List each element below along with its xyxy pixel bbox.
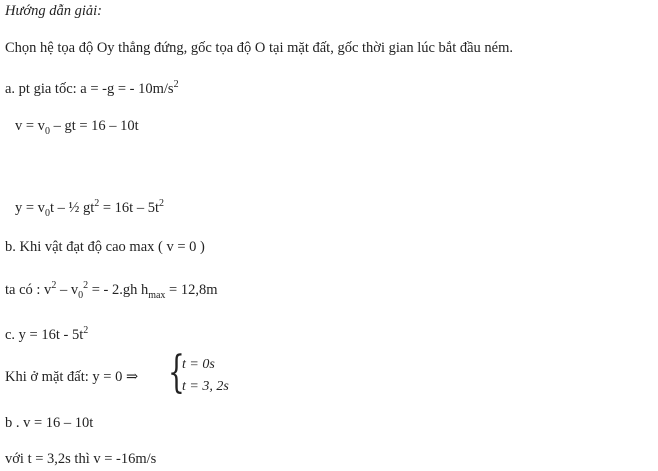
max-height-sub-2: max [148,290,166,301]
max-height-text-a: ta có : v [5,282,52,298]
time-solution-2: t = 3, 2s [182,379,229,394]
position-subscript: 0 [44,208,50,219]
acceleration-exponent: 2 [173,79,179,90]
max-height-exp-2: 2 [83,280,89,291]
left-brace: { [168,347,185,398]
max-height-equation [5,281,218,299]
solution-title: Hướng dẫn giải: [5,3,103,19]
velocity-recall: b . v = 16 – 10t [5,415,94,431]
velocity-subscript: 0 [44,126,50,137]
position-exponent-1: 2 [94,198,100,209]
position-text-b: t – ½ gt [49,200,95,216]
max-height-text-c: = - 2.gh h [88,282,149,298]
part-c-exponent: 2 [83,325,89,336]
intro-line: Chọn hệ tọa độ Oy thẳng đứng, gốc tọa độ O tại mặt đất, gốc thời gian lúc bắt đầu ném. [5,40,514,56]
max-height-text-b: – v [56,282,79,298]
max-height-text-d: = 12,8m [165,282,218,298]
max-height-sub-1: 0 [78,290,84,301]
position-equation [15,199,164,217]
acceleration-line [5,80,179,98]
max-height-exp-1: 2 [51,280,57,291]
acceleration-text: a. pt gia tốc: a = -g = - 10m/s [5,81,174,97]
ground-condition: Khi ở mặt đất: y = 0 ⇒ [5,369,139,385]
velocity-text-b: – gt = 16 – 10t [49,118,139,134]
position-text-a: y = v [15,200,45,216]
velocity-equation [15,117,139,135]
position-exponent-2: 2 [159,198,164,209]
time-solution-system [168,347,258,399]
time-solution-1: t = 0s [182,357,215,372]
velocity-text-a: v = v [15,118,45,134]
position-text-c: = 16t – 5t [99,200,159,216]
final-velocity: với t = 3,2s thì v = -16m/s [5,451,157,467]
part-c-text: c. y = 16t - 5t [5,327,84,343]
part-c-equation [5,326,88,344]
part-b-heading: b. Khi vật đạt độ cao max ( v = 0 ) [5,239,205,255]
